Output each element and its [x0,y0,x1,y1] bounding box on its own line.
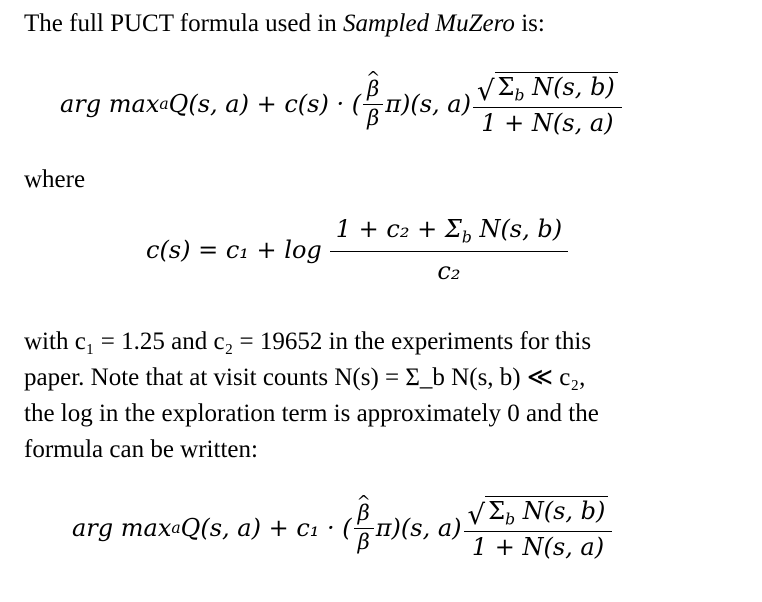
argmax-label-2: arg max [72,514,172,542]
c-denominator: c₂ [437,256,461,285]
sum-rest: N(s, b) [524,72,615,101]
c-lhs: c(s) = c₁ + log [146,236,322,264]
denominator-2: 1 + N(s, a) [471,533,605,561]
sum-sub-2: b [505,510,516,529]
c-formula [146,212,570,288]
q-term: Q(s, a) + c(s) · ( [168,90,362,118]
beta-fraction-2 [354,502,374,553]
sqrt-sign-2: √ $\Sigma_b$ N(s, b) [468,496,609,529]
denominator: 1 + N(s, a) [481,109,614,137]
pi-term-2: π)(s, a) [375,514,462,542]
intro-prefix: The full PUCT formula used in [24,10,343,37]
sum-sign-2: Σ [488,496,506,525]
simplified-formula [72,490,614,566]
sqrt-sign: √ $\Sigma_b$ N(s, b) [477,72,618,105]
sum-sign: Σ [497,72,515,101]
c-num-sub: b [461,228,472,247]
beta: β [367,105,380,130]
where-label: where [24,166,86,193]
para-line-4: formula can be written: [24,436,258,463]
sqrt-fraction [473,72,622,137]
q-term-2: Q(s, a) + c₁ · ( [180,514,352,542]
para-line-1: with c₁ = 1.25 and c₂ = 19652 in the experiments for this [24,328,592,355]
beta-fraction [363,78,383,129]
intro-line [24,6,545,42]
sum-sub: b [514,86,525,105]
para-line-3: the log in the exploration term is approximately 0 and the [24,400,599,427]
beta-2: β [357,529,370,554]
pi-term: π)(s, a) [385,90,471,118]
para-line-2: paper. Note that at visit counts N(s) = Σ_b N(s, b) ≪ c₂, [24,364,586,391]
argmax-sub: a [159,95,169,113]
c-numerator: 1 + c₂ + Σ [335,215,462,243]
explanation-paragraph [24,324,744,468]
argmax-label: arg max [60,90,160,118]
log-fraction [330,216,568,284]
puct-formula [60,68,624,140]
paper-title: Sampled MuZero [342,10,515,37]
sqrt-fraction-2 [464,496,613,561]
beta-hat-2: ^ β [358,502,370,525]
argmax-sub-2: a [171,519,181,537]
beta-hat: ^ β [367,78,379,101]
c-num-rest: N(s, b) [471,215,563,243]
sum-rest-2: N(s, b) [515,496,606,525]
intro-suffix: is: [514,10,545,37]
